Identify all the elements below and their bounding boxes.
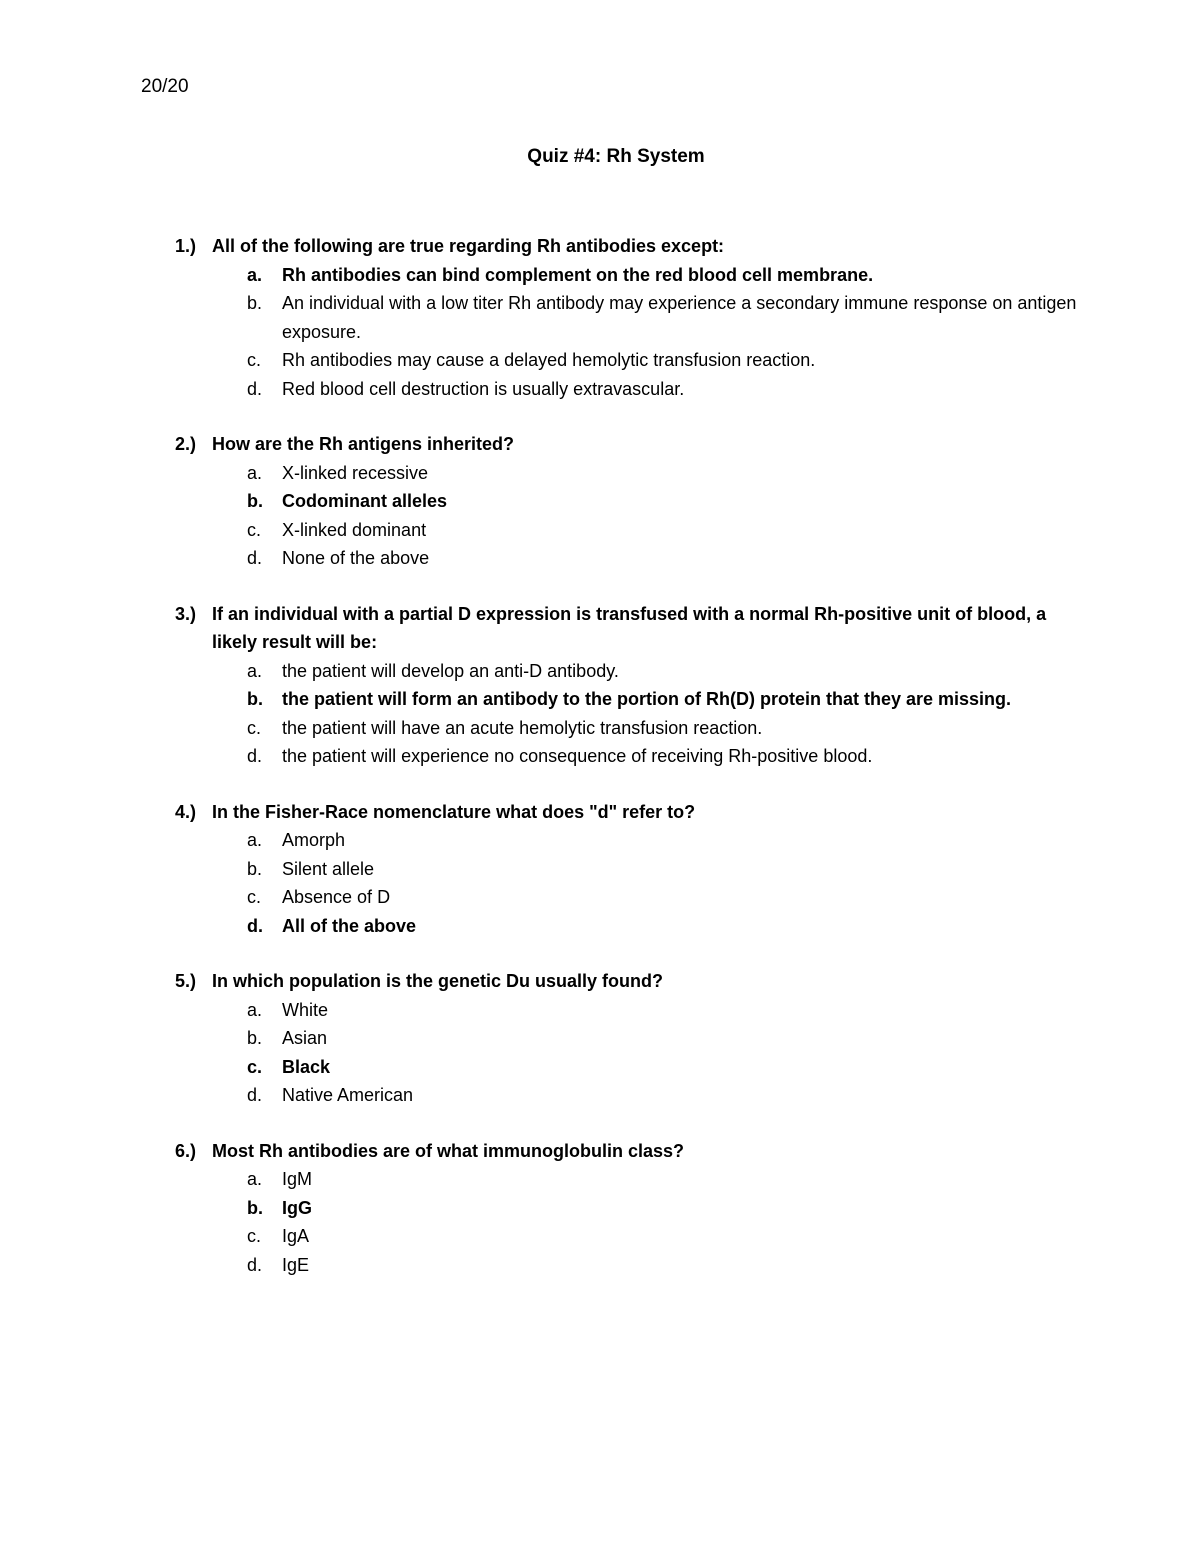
option-letter: a.: [247, 264, 263, 285]
question-prompt: [175, 430, 1095, 459]
answer-option-selected: [175, 685, 1095, 714]
option-letter: a.: [247, 660, 263, 681]
option-letter: b.: [247, 689, 263, 709]
question-text: Most Rh antibodies are of what immunoglobulin class?: [212, 1140, 685, 1161]
question-6: [175, 1137, 1095, 1280]
option-letter: a.: [247, 999, 263, 1020]
answer-options: [175, 1165, 1095, 1279]
option-letter: d.: [247, 1254, 263, 1275]
answer-option: [175, 1165, 1095, 1194]
option-text: Asian: [282, 1028, 328, 1048]
option-text: Silent allele: [282, 858, 375, 879]
option-text: X-linked recessive: [282, 462, 429, 483]
option-text: An individual with a low titer Rh antibody may experience a secondary immune response on antigen exposure.: [282, 293, 1077, 342]
option-text: the patient will experience no consequence of receiving Rh-positive blood.: [282, 746, 873, 766]
answer-option: [175, 996, 1095, 1025]
option-letter: b.: [247, 858, 263, 879]
answer-option: [175, 289, 1095, 346]
question-number: 4.): [175, 801, 197, 822]
option-text: the patient will develop an anti-D antibody.: [282, 660, 619, 681]
answer-options: [175, 261, 1095, 404]
question-prompt: [175, 967, 1095, 996]
answer-option-selected: [175, 487, 1095, 516]
answer-options: [175, 826, 1095, 940]
option-text: Rh antibodies can bind complement on the red blood cell membrane.: [282, 264, 874, 285]
question-3: [175, 600, 1095, 771]
answer-option: [175, 1222, 1095, 1251]
answer-option: [175, 459, 1095, 488]
option-letter: c.: [247, 519, 262, 540]
answer-option-selected: [175, 1053, 1095, 1082]
option-letter: c.: [247, 887, 262, 907]
option-text: IgE: [282, 1254, 310, 1275]
option-letter: b.: [247, 293, 263, 313]
question-4: [175, 798, 1095, 941]
answer-option: [175, 1081, 1095, 1110]
option-text: All of the above: [282, 915, 417, 936]
answer-option: [175, 346, 1095, 375]
option-letter: c.: [247, 717, 262, 738]
option-letter: d.: [247, 746, 263, 766]
answer-option: [175, 742, 1095, 771]
option-text: Rh antibodies may cause a delayed hemolytic transfusion reaction.: [282, 350, 816, 370]
option-letter: c.: [247, 350, 262, 370]
option-letter: b.: [247, 491, 263, 511]
option-text: the patient will have an acute hemolytic transfusion reaction.: [282, 717, 763, 738]
option-letter: d.: [247, 915, 263, 936]
question-number: 2.): [175, 434, 197, 454]
option-text: Native American: [282, 1085, 414, 1105]
answer-option: [175, 883, 1095, 912]
option-text: None of the above: [282, 548, 430, 568]
option-text: the patient will form an antibody to the portion of Rh(D) protein that they are missing.: [282, 689, 1012, 709]
option-text: Red blood cell destruction is usually extravascular.: [282, 378, 685, 399]
question-prompt: [175, 1137, 1095, 1166]
option-text: Black: [282, 1056, 331, 1077]
question-text: How are the Rh antigens inherited?: [212, 434, 515, 454]
option-letter: b.: [247, 1028, 263, 1048]
question-text: If an individual with a partial D expression is transfused with a normal Rh-positive unit of blood, a likely result will be:: [212, 603, 1047, 652]
option-text: Amorph: [282, 830, 346, 850]
option-letter: a.: [247, 830, 263, 850]
answer-option: [175, 657, 1095, 686]
option-letter: b.: [247, 1197, 263, 1218]
question-prompt: [175, 232, 1095, 261]
option-text: X-linked dominant: [282, 519, 427, 540]
option-letter: a.: [247, 1169, 263, 1189]
question-2: [175, 430, 1095, 573]
question-text: In the Fisher-Race nomenclature what does "d" refer to?: [212, 801, 696, 822]
option-text: IgA: [282, 1226, 310, 1246]
option-letter: d.: [247, 1085, 263, 1105]
question-prompt: [175, 600, 1095, 657]
answer-option: [175, 516, 1095, 545]
option-letter: c.: [247, 1226, 262, 1246]
option-letter: d.: [247, 378, 263, 399]
question-number: 6.): [175, 1140, 197, 1161]
answer-option-selected: [175, 912, 1095, 941]
question-number: 3.): [175, 603, 197, 624]
question-5: [175, 967, 1095, 1110]
page-title: Quiz #4: Rh System: [527, 146, 705, 167]
quiz-score: 20/20: [141, 76, 189, 97]
question-number: 1.): [175, 236, 197, 256]
answer-option-selected: [175, 261, 1095, 290]
answer-option: [175, 855, 1095, 884]
option-text: Codominant alleles: [282, 491, 448, 511]
question-number: 5.): [175, 971, 197, 991]
option-text: IgM: [282, 1169, 313, 1189]
answer-options: [175, 459, 1095, 573]
question-list: [175, 232, 1095, 1306]
answer-option: [175, 1024, 1095, 1053]
answer-options: [175, 996, 1095, 1110]
question-prompt: [175, 798, 1095, 827]
question-text: In which population is the genetic Du usually found?: [212, 971, 664, 991]
question-text: All of the following are true regarding Rh antibodies except:: [212, 236, 725, 256]
option-letter: c.: [247, 1056, 263, 1077]
answer-option: [175, 826, 1095, 855]
answer-option: [175, 1251, 1095, 1280]
option-letter: d.: [247, 548, 263, 568]
answer-option-selected: [175, 1194, 1095, 1223]
option-letter: a.: [247, 462, 263, 483]
answer-option: [175, 714, 1095, 743]
answer-option: [175, 375, 1095, 404]
answer-options: [175, 657, 1095, 771]
answer-option: [175, 544, 1095, 573]
option-text: Absence of D: [282, 887, 391, 907]
question-1: [175, 232, 1095, 403]
option-text: White: [282, 999, 329, 1020]
option-text: IgG: [282, 1197, 312, 1218]
